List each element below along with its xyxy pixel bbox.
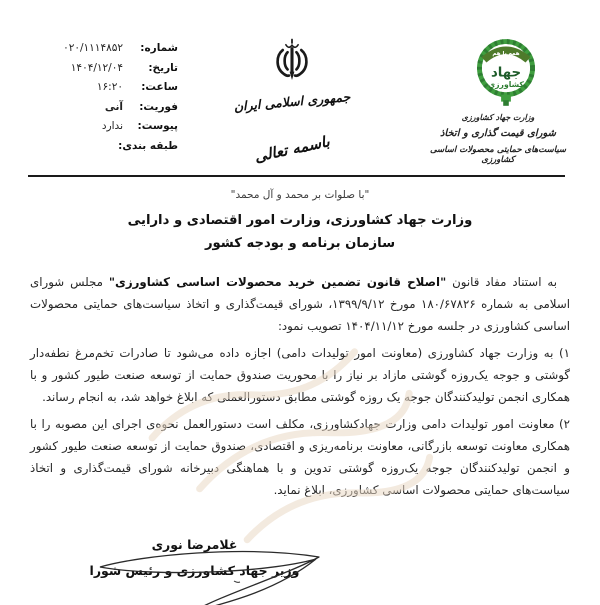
jahad-keshavarzi-logo-icon	[471, 36, 541, 110]
field-number	[20, 42, 178, 54]
field-number-value: ۰۲۰/۱۱۱۴۸۵۲	[63, 42, 123, 54]
field-date-label: تاریخ:	[148, 61, 178, 74]
recipients-line-1: وزارت جهاد کشاورزی، وزارت امور اقتصادی و دارایی	[127, 213, 473, 228]
field-time	[20, 81, 178, 93]
salutation-line: "با صلوات بر محمد و آل محمد"	[230, 189, 370, 201]
logo-name-top: جهاد	[490, 65, 522, 81]
field-time-value: ۱۶:۲۰	[96, 81, 123, 93]
paragraph-clause-2: ۲) معاونت امور تولیدات دامی وزارت جهادکشاورزی، مکلف است دستورالعمل نحوه‌ی اجرای این مصوبه را با همکاری معاونت توسعه بازرگانی، معاونت برنامه‌ریزی و اقتصادی، صندوق حمایت از توسعه صنعت طیور کشور و انجمن تولیدکنندگان جوجه یک‌روزه گوشتی تدوین و با هماهنگی دبیرخانه شورای قیمت‌گذاری و اتخاذ سیاست‌های حمایتی محصولات اساسی کشاورزی، ابلاغ نماید.	[30, 417, 570, 497]
paragraph-clause-1: ۱) به وزارت جهاد کشاورزی (معاونت امور تولیدات دامی) اجازه داده می‌شود تا صادرات تخم‌مرغ نطفه‌دار گوشتی و جوجه یک‌روزه گوشتی مازاد بر نیاز را با محوریت صندوق حمایت از توسعه صنعت طیور کشور و با همکاری انجمن تولیدکنندگان جوجه یک روزه گوشتی مطابق دستورالعملی که ابلاغ خواهد شد، به انجام رساند.	[30, 346, 570, 404]
field-attachment	[20, 120, 178, 132]
field-urgency	[20, 101, 178, 113]
logo-subtitle-council: شورای قیمت گذاری و اتخاذ	[439, 128, 557, 139]
field-classification-label: طبقه بندی:	[118, 139, 178, 152]
field-time-label: ساعت:	[141, 81, 178, 93]
field-date-value: ۱۴۰۴/۱۲/۰۴	[70, 61, 123, 74]
logo-name-bottom: کشاورزی	[488, 79, 524, 89]
header-divider-rule	[28, 175, 565, 177]
recipients-block	[0, 209, 600, 255]
signer-name: غلامرضا نوری	[151, 537, 238, 552]
paragraph-intro-post: مجلس شورای اسلامی به شماره ۱۸۰/۶۷۸۲۶ مورخ ۱۳۹۹/۹/۱۲، شورای قیمت‌گذاری و اتخاذ سیاست‌های حمایتی محصولات اساسی کشاورزی در جلسه مورخ ۱۴۰۴/۱۱/۱۲ تصویب نمود:	[30, 275, 570, 333]
law-title-bold: "اصلاح قانون تضمین خرید محصولات اساسی کشاورزی"	[108, 275, 447, 289]
letterhead-fields	[20, 42, 178, 159]
field-attachment-label: پیوست:	[137, 120, 178, 132]
field-date	[20, 62, 178, 74]
signer-title: وزیر جهاد کشاورزی و رئیس شورا	[89, 563, 300, 578]
bismillah-calligraphy: باسمه تعالی	[252, 132, 332, 166]
field-classification	[20, 140, 178, 152]
ministry-logo-block	[414, 36, 582, 165]
gov-title: جمهوری اسلامی ایران	[233, 88, 351, 115]
logo-subtitle-policies: سیاست‌های حمایتی محصولات اساسی کشاورزی	[429, 145, 567, 165]
field-urgency-label: فوریت:	[139, 100, 178, 113]
logo-banner-text: همه با هم	[492, 50, 520, 57]
recipients-line-2: سازمان برنامه و بودجه کشور	[204, 236, 396, 251]
logo-subtitle-ministry: وزارت جهاد کشاورزی	[461, 113, 535, 122]
paragraph-intro-pre: به استناد مفاد قانون	[446, 275, 557, 289]
national-emblem-block	[192, 38, 392, 115]
field-number-label: شماره:	[140, 42, 178, 54]
field-attachment-value: ندارد	[101, 120, 123, 132]
signature-block	[72, 537, 317, 578]
paragraph-intro	[30, 271, 570, 337]
iran-emblem-icon	[270, 38, 314, 92]
letter-body	[30, 271, 570, 506]
field-urgency-value: آنی	[104, 100, 123, 113]
